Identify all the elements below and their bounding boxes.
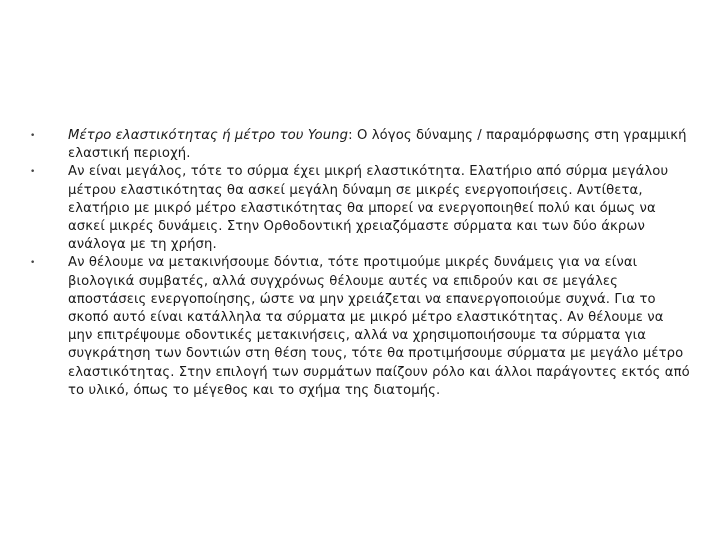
bullet-text: Αν είναι μεγάλος, τότε το σύρμα έχει μικρή ελαστικότητα. Ελατήριο από σύρμα μεγάλου μέτρου ελαστικότητας θα ασκεί μεγάλη δύναμη σε μικρές ενεργοποιήσεις. Αντίθετα, ελατήριο με μικρό μέτρο ελαστικότητας θα μπορεί να ενεργοποιηθεί πολύ και όμως να ασκεί μικρές δυνάμεις. Στην Ορθοδοντική χρειαζόμαστε σύρματα και των δύο άκρων ανάλογα με τη χρήση. (68, 164, 669, 253)
bullet-item-young-modulus (30, 127, 690, 163)
bullet-marker: • (30, 258, 36, 269)
bullet-text: Αν θέλουμε να μετακινήσουμε δόντια, τότε προτιμούμε μικρές δυνάμεις για να είναι βιολογικά συμβατές, αλλά συγχρόνως θέλουμε αυτές να επιδρούν και σε μεγάλες αποστάσεις ενεργοποίησης, ώστε να μην χρειάζεται να επανεργοποιούμε συχνά. Για το σκοπό αυτό είναι κατάλληλα τα σύρματα με μικρό μέτρο ελαστικότητας. Αν θέλουμε να μην επιτρέψουμε οδοντικές μετακινήσεις, αλλά να χρησιμοποιήσουμε τα σύρματα για συγκράτηση των δοντιών στη θέση τους, τότε θα προτιμήσουμε σύρματα με μεγάλο μέτρο ελαστικότητας. Στην επιλογή των συρμάτων παίζουν ρόλο και άλλοι παράγοντες εκτός από το υλικό, όπως το μέγεθος και το σχήμα της διατομής. (68, 255, 690, 398)
term-young-modulus: Μέτρο ελαστικότητας ή μέτρο του Young (68, 128, 349, 143)
bullet-item-large-modulus (30, 163, 690, 254)
bullet-marker: • (30, 167, 36, 178)
bullet-list (30, 127, 690, 400)
bullet-marker: • (30, 131, 36, 141)
bullet-text: : Ο λόγος δύναμης / παραμόρφωσης στη γραμμική ελαστική περιοχή. (68, 128, 687, 162)
bullet-item-tooth-movement (30, 254, 690, 400)
